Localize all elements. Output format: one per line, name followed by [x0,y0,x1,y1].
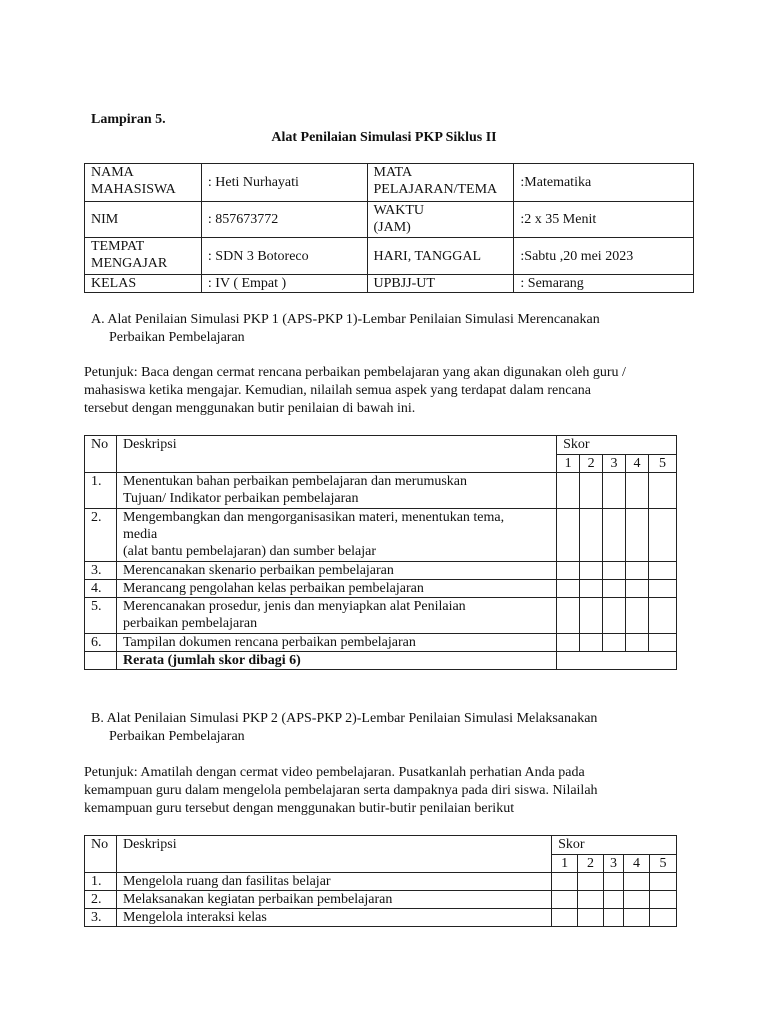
score-cell[interactable] [557,509,580,562]
hari-label: HARI, TANGGAL [367,238,514,275]
col-skor-header: Skor [557,436,677,455]
identity-table [84,163,694,293]
score-cell[interactable] [626,509,649,562]
score-cell[interactable] [649,909,676,927]
section-a-instruction-2: mahasiswa ketika mengajar. Kemudian, nilailah semua aspek yang terdapat dalam rencana [84,383,591,398]
hari-value: :Sabtu ,20 mei 2023 [514,238,694,275]
table-row: 2. Melaksanakan kegiatan perbaikan pembelajaran [85,891,677,909]
table-row: 3. Merencanakan skenario perbaikan pembelajaran [85,562,677,580]
upbjj-label: UPBJJ-UT [367,275,514,293]
score-cell[interactable] [603,634,626,652]
assessment-table-b [84,835,677,927]
rerata-label: Rerata (jumlah skor dibagi 6) [116,652,556,670]
table-row: 3. Mengelola interaksi kelas [85,909,677,927]
score-header-1: 1 [552,855,578,873]
section-b-instruction-1: Petunjuk: Amatilah dengan cermat video pembelajaran. Pusatkanlah perhatian Anda pada [84,765,585,780]
score-cell[interactable] [580,473,603,509]
score-cell[interactable] [649,598,677,634]
table-row: 4. Merancang pengolahan kelas perbaikan pembelajaran [85,580,677,598]
section-a-instruction-1: Petunjuk: Baca dengan cermat rencana perbaikan pembelajaran yang akan digunakan oleh guru / [84,365,626,380]
table-row: 2. Mengembangkan dan mengorganisasikan materi, menentukan tema, media (alat bantu pembelajaran) dan sumber belajar [85,509,677,562]
section-b-heading-cont: Perbaikan Pembelajaran [109,729,245,744]
waktu-label: WAKTU (JAM) [367,202,514,238]
score-cell[interactable] [580,580,603,598]
score-cell[interactable] [580,509,603,562]
lampiran-label: Lampiran 5. [91,112,166,127]
tempat-label: TEMPAT MENGAJAR [85,238,202,275]
section-a-heading: A. Alat Penilaian Simulasi PKP 1 (APS-PKP 1)-Lembar Penilaian Simulasi Merencanakan [91,312,600,327]
score-header-3: 3 [604,855,624,873]
kelas-value: : IV ( Empat ) [201,275,367,293]
score-cell[interactable] [552,909,578,927]
score-cell[interactable] [649,562,677,580]
table-row: 1. Mengelola ruang dan fasilitas belajar [85,873,677,891]
score-cell[interactable] [603,580,626,598]
col-no-header: No [85,836,117,873]
mapel-value: :Matematika [514,164,694,202]
score-cell[interactable] [580,562,603,580]
nama-value: : Heti Nurhayati [201,164,367,202]
score-cell[interactable] [649,473,677,509]
score-cell[interactable] [552,873,578,891]
score-cell[interactable] [578,873,604,891]
nama-label: NAMA MAHASISWA [85,164,202,202]
score-header-3: 3 [603,455,626,473]
score-cell[interactable] [578,909,604,927]
col-skor-header: Skor [552,836,677,855]
score-cell[interactable] [557,580,580,598]
score-cell[interactable] [604,891,624,909]
score-cell[interactable] [557,598,580,634]
score-cell[interactable] [626,562,649,580]
score-cell[interactable] [603,473,626,509]
section-a-heading-cont: Perbaikan Pembelajaran [109,330,245,345]
section-b-instruction-3: kemampuan guru tersebut dengan menggunakan butir-butir penilaian berikut [84,801,515,816]
score-header-1: 1 [557,455,580,473]
kelas-label: KELAS [85,275,202,293]
col-deskripsi-header: Deskripsi [116,836,551,873]
score-header-5: 5 [649,855,676,873]
score-cell[interactable] [604,873,624,891]
score-cell[interactable] [578,891,604,909]
score-cell[interactable] [624,891,650,909]
col-deskripsi-header: Deskripsi [116,436,556,473]
score-cell[interactable] [552,891,578,909]
table-row: 6. Tampilan dokumen rencana perbaikan pembelajaran [85,634,677,652]
rerata-value-cell[interactable] [557,652,677,670]
score-cell[interactable] [624,909,650,927]
section-b-heading: B. Alat Penilaian Simulasi PKP 2 (APS-PKP 2)-Lembar Penilaian Simulasi Melaksanakan [91,711,598,726]
col-no-header: No [85,436,117,473]
score-header-2: 2 [580,455,603,473]
score-cell[interactable] [649,873,676,891]
mapel-label: MATA PELAJARAN/TEMA [367,164,514,202]
score-cell[interactable] [649,580,677,598]
score-cell[interactable] [626,580,649,598]
score-cell[interactable] [624,873,650,891]
score-cell[interactable] [626,598,649,634]
tempat-value: : SDN 3 Botoreco [201,238,367,275]
section-b-instruction-2: kemampuan guru dalam mengelola pembelajaran serta dampaknya pada diri siswa. Nilailah [84,783,598,798]
score-cell[interactable] [580,598,603,634]
waktu-value: :2 x 35 Menit [514,202,694,238]
score-cell[interactable] [649,634,677,652]
score-cell[interactable] [557,473,580,509]
rerata-row [85,652,677,670]
score-cell[interactable] [580,634,603,652]
score-cell[interactable] [626,473,649,509]
section-a-instruction-3: tersebut dengan menggunakan butir penilaian di bawah ini. [84,401,416,416]
assessment-table-a [84,435,677,670]
score-cell[interactable] [649,509,677,562]
score-header-2: 2 [578,855,604,873]
table-row: 1. Menentukan bahan perbaikan pembelajaran dan merumuskan Tujuan/ Indikator perbaikan pembelajaran [85,473,677,509]
score-cell[interactable] [557,562,580,580]
score-cell[interactable] [603,509,626,562]
score-cell[interactable] [603,562,626,580]
nim-value: : 857673772 [201,202,367,238]
table-row: 5. Merencanakan prosedur, jenis dan menyiapkan alat Penilaian perbaikan pembelajaran [85,598,677,634]
score-cell[interactable] [557,634,580,652]
page-title: Alat Penilaian Simulasi PKP Siklus II [271,130,497,145]
score-header-4: 4 [624,855,650,873]
score-cell[interactable] [604,909,624,927]
upbjj-value: : Semarang [514,275,694,293]
nim-label: NIM [85,202,202,238]
score-cell[interactable] [603,598,626,634]
score-header-5: 5 [649,455,677,473]
score-cell[interactable] [626,634,649,652]
score-header-4: 4 [626,455,649,473]
score-cell[interactable] [649,891,676,909]
